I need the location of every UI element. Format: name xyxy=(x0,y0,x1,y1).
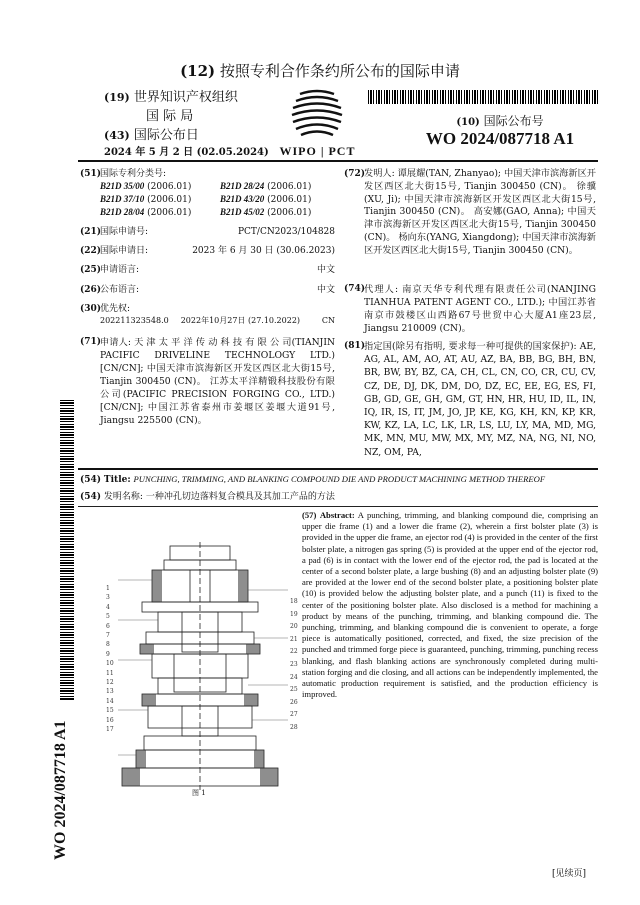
lang-value: 中文 xyxy=(316,265,335,275)
pubno-code: (10) xyxy=(456,117,480,128)
pubno-block xyxy=(400,112,600,149)
ipc-item: B21D 45/02 (2006.01) xyxy=(220,207,312,218)
pubdate-code: (43) xyxy=(104,129,130,142)
title-cn-row: (54) 发明名称: 一种冲孔切边落料复合模具及其加工产品的方法 xyxy=(80,492,335,502)
header-rule xyxy=(78,160,598,162)
title-code: (12) xyxy=(180,62,216,80)
ipc-item: B21D 37/10 (2006.01) xyxy=(100,194,192,205)
title-cn: 一种冲孔切边落料复合模具及其加工产品的方法 xyxy=(145,492,335,502)
pubdate-label: 国际公布日 xyxy=(133,128,199,143)
priority-cc: CN xyxy=(321,316,335,325)
applicant-section: (71) 申请人: 天 津 太 平 洋 传 动 科 技 有 限 公 司(TIANJIN PACIFIC DRIVELINE TECHNOLOGY LTD.) [CN/CN]; 中国天津市滨海新区开发区西区北大街15号, Tianjin 300450 (CN)。 江苏太平洋精锻科技股份有限公司(PACIFIC PRECISION FORGING CO., LTD.) [CN/CN]; 中国江苏省泰州市姜堰区姜堰大道91号, Jiangsu 225500 (CN)。 xyxy=(80,337,335,426)
ipc-section xyxy=(80,168,335,219)
wipo-emblem-icon xyxy=(270,88,365,140)
inventor-text: 发明人: 谭展耀(TAN, Zhanyao); 中国天津市滨海新区开发区西区北大街15号, Tianjin 300450 (CN)。 徐骥(XU, Ji); 中国天津市滨海新区开发区西区北大街15号, Tianjin 300450 (CN)。 高安娜(GAO, Anna); 中国天津市滨海新区开发区西区北大街15号, Tianjin 300450 (CN)。 杨向东(YANG, Xiangdong); 中国天津市滨海新区开发区西区北大街15号, Tianjin 300450 (CN)。 xyxy=(364,168,596,256)
filing-value: 2023 年 6 月 30 日 (30.06.2023) xyxy=(192,246,335,256)
abstract-text: A punching, trimming, and blanking compound die, comprising an upper die frame (1) and a lower die frame (2), wherein a first bolster plate (3) is provided in the upper die frame, an ejector rod (4) is provided in the center of the first bolster plate, a nitrogen gas spring (5) is provided at the upper end of the ejector rod, a pad (6) is in contact with the lower end of the ejector rod, the pad is located at the center of a second bolster plate, a large bushing (8) and an adjusting bolster plate (9) are provided at the lower end of the second bolster plate, a positioning bolster plate (10) is provided below the adjusting bolster plate, and a punch (11) is fixed to the center of the positioning bolster plate. Also disclosed is a method for machining a product by means of the punching, trimming, and blanking compound die. The punching, trimming, and blanking compound die is convenient to operate, a forge piece is automatically positioned, corrected, and fixed, the size precision of the punched and trimmed forge piece is guaranteed, punching, trimming, punching recess blanking, and flash blanking actions are synchronously completed during multi-station forging and die closing, and all actions can be independently implemented, the automatic production requirement is satisfied, and the production efficiency is improved. xyxy=(302,510,598,700)
ipc-item: B21D 35/00 (2006.01) xyxy=(100,181,192,192)
ipc-label: 国际专利分类号: xyxy=(100,169,167,179)
abstract xyxy=(302,510,598,700)
continued-footer: [见续页] xyxy=(552,869,587,879)
ipc-code: (51) xyxy=(80,169,102,179)
agent-text: 代理人: 南京天华专利代理有限责任公司(NANJING TIANHUA PATENT AGENT CO., LTD.); 中国江苏省南京市鼓楼区山西路67号世贸中心大厦A1座23层, Jiangsu 210009 (CN)。 xyxy=(364,284,596,334)
figure-labels-left: 1 3 4 5 6 7 8 9 10 11 12 13 14 15 16 17 xyxy=(106,585,114,734)
agent-section: (74) 代理人: 南京天华专利代理有限责任公司(NANJING TIANHUA PATENT AGENT CO., LTD.); 中国江苏省南京市鼓楼区山西路67号世贸中心大厦A1座23层, Jiangsu 210009 (CN)。 xyxy=(344,284,596,334)
pubno-value: WO 2024/087718 A1 xyxy=(425,129,575,148)
lang-row: (25) 申请语言: 中文 xyxy=(80,265,335,275)
ipc-item: B21D 43/20 (2006.01) xyxy=(220,194,312,205)
abstract-label: Abstract: xyxy=(319,510,355,520)
top-barcode xyxy=(368,90,598,104)
title-en: PUNCHING, TRIMMING, AND BLANKING COMPOUND DIE AND PRODUCT MACHINING METHOD THEREOF xyxy=(133,474,546,484)
inventor-section: (72) 发明人: 谭展耀(TAN, Zhanyao); 中国天津市滨海新区开发区西区北大街15号, Tianjin 300450 (CN)。 徐骥(XU, Ji); 中国天津市滨海新区开发区西区北大街15号, Tianjin 300450 (CN)。 高安娜(GAO, Anna); 中国天津市滨海新区开发区西区北大街15号, Tianjin 300450 (CN)。 杨向东(YANG, Xiangdong); 中国天津市滨海新区开发区西区北大街15号, Tianjin 300450 (CN)。 xyxy=(344,168,596,256)
ipc-item: B21D 28/24 (2006.01) xyxy=(220,181,312,192)
figure-1 xyxy=(112,540,292,800)
wipo-logo xyxy=(270,88,365,158)
abstract-code: (57) xyxy=(302,510,317,520)
ipc-item: B21D 28/04 (2006.01) xyxy=(100,207,192,218)
document-title xyxy=(0,60,640,81)
pubdate-value: 2024 年 5 月 2 日 (02.05.2024) xyxy=(104,147,269,158)
states-section: (81) 指定国(除另有指明, 要求每一种可提供的国家保护): AE, AG, AL, AM, AO, AT, AU, AZ, BA, BB, BG, BH, BN, BR, BW, BY, BZ, CA, CH, CL, CN, CO, CR, CU, CV, CZ, DE, DJ, DK, DM, DO, DZ, EC, EE, EG, ES, FI, GB, GD, GE, GH, GM, GT, HN, HR, HU, ID, IL, IN, IQ, IR, IS, IT, JM, JO, JP, KE, KG, KH, KN, KP, KR, KW, KZ, LA, LC, LK, LR, LS, LU, LY, MA, MD, MG, MK, MN, MU, MW, MX, MY, MZ, NA, NG, NI, NO, NZ, OM, PA, xyxy=(344,341,596,458)
pubdate-block xyxy=(104,124,284,158)
title-rule-top xyxy=(78,468,598,470)
priority-section: (30)优先权: 202211323548.0 2022年10月27日 (27.10.2022) CN xyxy=(80,304,335,325)
title-text: 按照专利合作条约所公布的国际申请 xyxy=(219,62,460,80)
filing-row: (22) 国际申请日: 2023 年 6 月 30 日 (30.06.2023) xyxy=(80,246,335,256)
publang-value: 中文 xyxy=(316,285,335,295)
title-en-row: (54) Title: PUNCHING, TRIMMING, AND BLANKING COMPOUND DIE AND PRODUCT MACHINING METHOD THEREOF xyxy=(80,474,546,485)
states-text: 指定国(除另有指明, 要求每一种可提供的国家保护): AE, AG, AL, AM, AO, AT, AU, AZ, BA, BB, BG, BH, BN, BR, BW, BY, BZ, CA, CH, CL, CN, CO, CR, CU, CV, CZ, DE, DJ, DK, DM, DO, DZ, EC, EE, EG, ES, FI, GB, GD, GE, GH, GM, GT, HN, HR, HU, ID, IL, IN, IQ, IR, IS, IT, JM, JO, JP, KE, KG, KH, KN, KP, KR, KW, KZ, LA, LC, LK, LR, LS, LU, LY, MA, MD, MG, MK, MN, MU, MW, MX, MY, MZ, NA, NG, NI, NO, NZ, OM, PA, xyxy=(364,341,596,458)
figure-caption: 图 1 xyxy=(192,789,206,797)
publang-row: (26) 公布语言: 中文 xyxy=(80,285,335,295)
org-name: 世界知识产权组织 xyxy=(133,90,238,105)
die-drawing xyxy=(112,540,292,795)
side-barcode xyxy=(60,400,74,700)
applicant-text: 申请人: 天 津 太 平 洋 传 动 科 技 有 限 公 司(TIANJIN PACIFIC DRIVELINE TECHNOLOGY LTD.) [CN/CN]; 中国天津市滨海新区开发区西区北大街15号, Tianjin 300450 (CN)。 江苏太平洋精锻科技股份有限公司(PACIFIC PRECISION FORGING CO., LTD.) [CN/CN]; 中国江苏省泰州市姜堰区姜堰大道91号, Jiangsu 225500 (CN)。 xyxy=(100,337,335,426)
pubno-label: 国际公布号 xyxy=(483,114,544,128)
org-code: (19) xyxy=(104,91,130,104)
title-rule-bottom xyxy=(78,506,598,507)
wipo-pct-text: WIPO | PCT xyxy=(279,144,356,158)
figure-labels-right: 18 19 20 21 22 23 24 25 26 27 28 xyxy=(290,598,298,731)
appno-value: PCT/CN2023/104828 xyxy=(237,227,335,237)
priority-no: 202211323548.0 xyxy=(100,316,169,325)
org-bureau: 国 际 局 xyxy=(146,109,194,124)
appno-row: (21) 国际申请号: PCT/CN2023/104828 xyxy=(80,227,335,237)
org-block xyxy=(104,86,254,124)
priority-date: 2022年10月27日 (27.10.2022) xyxy=(180,316,301,325)
